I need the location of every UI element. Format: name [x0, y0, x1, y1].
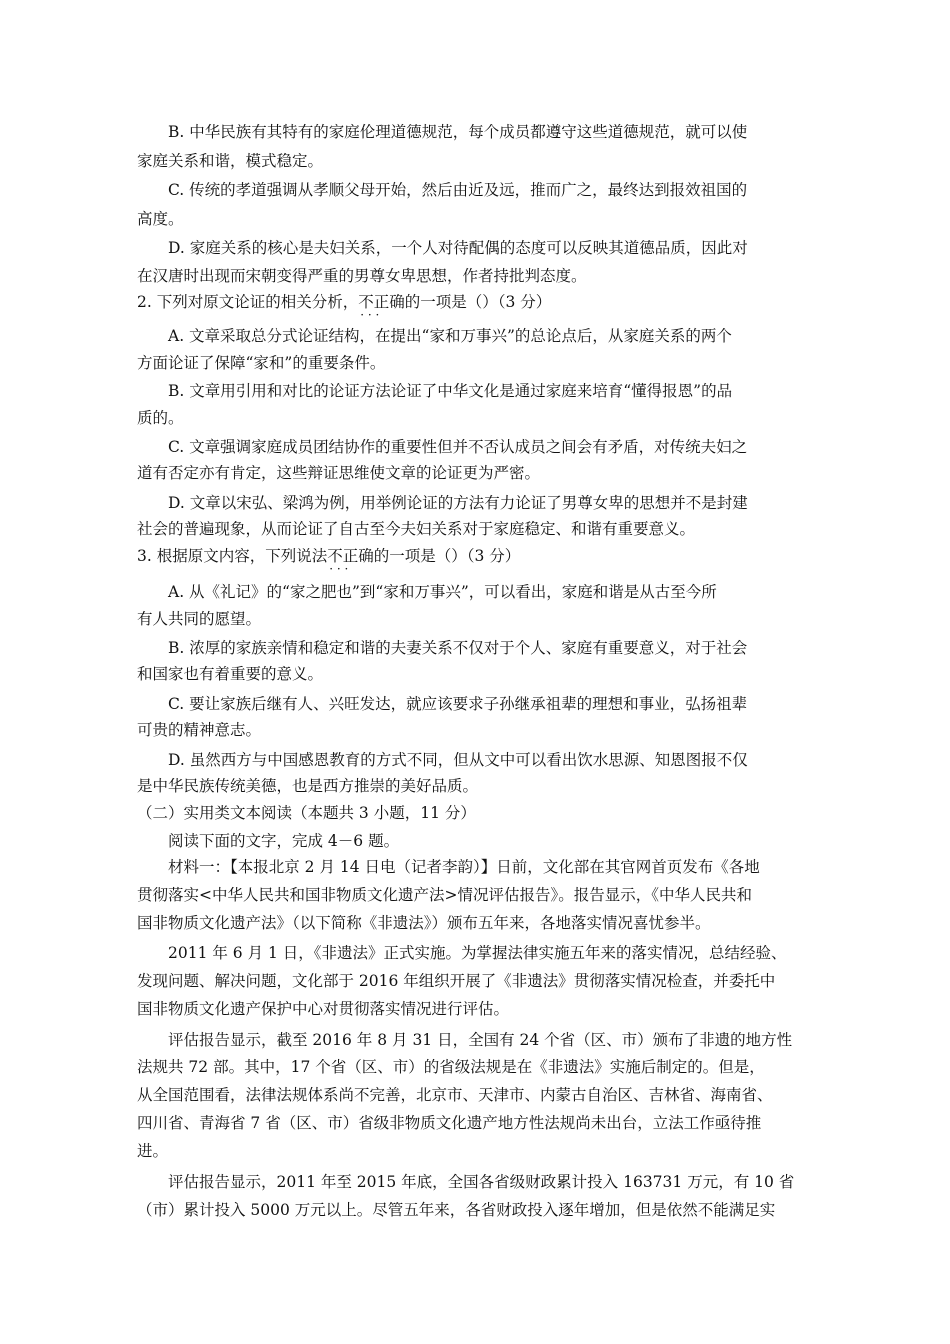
- section-heading: （二）实用类文本阅读（本题共 3 小题，11 分）: [137, 804, 476, 822]
- text-line: 四川省、青海省 7 省（区、市）省级非物质文化遗产地方性法规尚未出台，立法工作亟待推: [137, 1114, 762, 1132]
- question-2: [137, 292, 827, 312]
- text-line: 是中华民族传统美德，也是西方推崇的美好品质。: [137, 777, 479, 795]
- text-line: 在汉唐时出现而宋朝变得严重的男尊女卑思想，作者持批判态度。: [137, 267, 587, 285]
- text-line: 可贵的精神意志。: [137, 721, 262, 739]
- text-line: 材料一：【本报北京 2 月 14 日电（记者李韵）】日前，文化部在其官网首页发布《各地: [168, 858, 760, 876]
- text-line: 社会的普遍现象，从而论证了自古至今夫妇关系对于家庭稳定、和谐有重要意义。: [137, 520, 696, 538]
- text-line: A. 从《礼记》的“家之肥也”到“家和万事兴”，可以看出，家庭和谐是从古至今所: [168, 583, 717, 601]
- text-line: 高度。: [137, 210, 184, 228]
- question-2-suffix: 的一项是（）（3 分）: [404, 293, 552, 311]
- text-line: A. 文章采取总分式论证结构，在提出“家和万事兴”的总论点后，从家庭关系的两个: [168, 327, 732, 345]
- question-3-suffix: 的一项是（）（3 分）: [373, 547, 521, 565]
- text-line: 阅读下面的文字，完成 4－6 题。: [168, 832, 400, 850]
- text-line: 法规共 72 部。其中，17 个省（区、市）的省级法规是在《非遗法》实施后制定的。但是，: [137, 1058, 765, 1076]
- text-line: 进。: [137, 1142, 169, 1160]
- text-line: 从全国范围看，法律法规体系尚不完善，北京市、天津市、内蒙古自治区、吉林省、海南省、: [137, 1086, 773, 1104]
- text-line: 家庭关系和谐，模式稳定。: [137, 152, 324, 170]
- question-2-prefix: 2. 下列对原文论证的相关分析，: [137, 293, 359, 311]
- question-3-emphasis: 不正确 · · ·: [327, 546, 374, 566]
- text-line: 评估报告显示，截至 2016 年 8 月 31 日，全国有 24 个省（区、市）颁布了非遗的地方性: [168, 1031, 793, 1049]
- text-line: 道有否定亦有肯定，这些辩证思维使文章的论证更为严密。: [137, 464, 541, 482]
- text-line: 和国家也有着重要的意义。: [137, 665, 324, 683]
- question-2-emphasis: 不正确 · · ·: [358, 292, 405, 312]
- text-line: 方面论证了保障“家和”的重要条件。: [137, 354, 386, 372]
- text-line: 质的。: [137, 409, 184, 427]
- text-line: 有人共同的愿望。: [137, 610, 262, 628]
- text-line: （市）累计投入 5000 万元以上。尽管五年来，各省财政投入逐年增加，但是依然不能满足实: [137, 1201, 776, 1219]
- text-line: 发现问题、解决问题，文化部于 2016 年组织开展了《非遗法》贯彻落实情况检查，并委托中: [137, 972, 776, 990]
- text-line: 国非物质文化遗产保护中心对贯彻落实情况进行评估。: [137, 1000, 510, 1018]
- text-line: D. 虽然西方与中国感恩教育的方式不同，但从文中可以看出饮水思源、知恩图报不仅: [168, 751, 748, 769]
- text-line: 评估报告显示，2011 年至 2015 年底，全国各省级财政累计投入 163731 万元，有 10 省: [168, 1173, 795, 1191]
- question-3: [137, 546, 827, 566]
- text-line: B. 浓厚的家族亲情和稳定和谐的夫妻关系不仅对于个人、家庭有重要意义，对于社会: [168, 639, 748, 657]
- text-line: B. 中华民族有其特有的家庭伦理道德规范，每个成员都遵守这些道德规范，就可以使: [168, 123, 748, 141]
- text-line: C. 要让家族后继有人、兴旺发达，就应该要求子孙继承祖辈的理想和事业，弘扬祖辈: [168, 695, 748, 713]
- question-3-prefix: 3. 根据原文内容，下列说法: [137, 547, 328, 565]
- text-line: B. 文章用引用和对比的论证方法论证了中华文化是通过家庭来培育“懂得报恩”的品: [168, 382, 733, 400]
- text-line: C. 文章强调家庭成员团结协作的重要性但并不否认成员之间会有矛盾，对传统夫妇之: [168, 438, 748, 456]
- text-line: 国非物质文化遗产法》（以下简称《非遗法》）颁布五年来，各地落实情况喜忧参半。: [137, 914, 711, 932]
- text-line: D. 文章以宋弘、梁鸿为例，用举例论证的方法有力论证了男尊女卑的思想并不是封建: [168, 494, 748, 512]
- text-line: 贯彻落实<中华人民共和国非物质文化遗产法>情况评估报告》。报告显示，《中华人民共和: [137, 886, 752, 904]
- text-line: C. 传统的孝道强调从孝顺父母开始，然后由近及远，推而广之，最终达到报效祖国的: [168, 181, 748, 199]
- text-line: 2011 年 6 月 1 日，《非遗法》正式实施。为掌握法律实施五年来的落实情况，总结经验、: [168, 944, 787, 962]
- text-line: D. 家庭关系的核心是夫妇关系，一个人对待配偶的态度可以反映其道德品质，因此对: [168, 239, 748, 257]
